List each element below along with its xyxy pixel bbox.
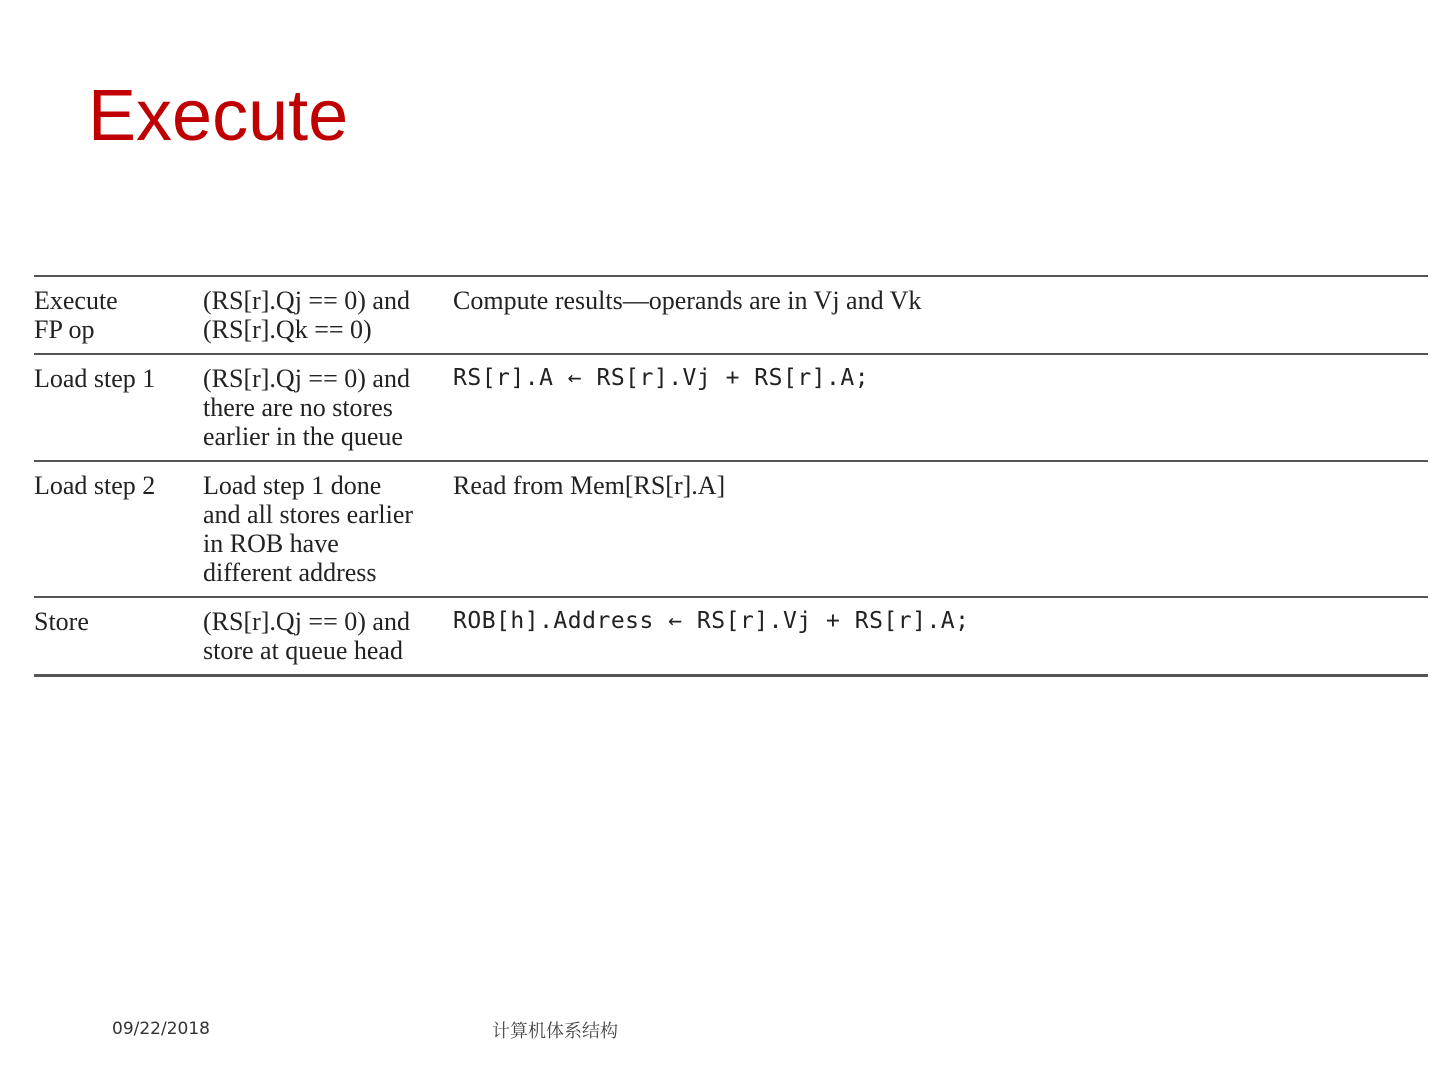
instruction-cell: Store [34, 607, 89, 636]
action-code-cell: RS[r].A ← RS[r].Vj + RS[r].A; [453, 365, 870, 391]
wait-until-cell: Load step 1 done and all stores earlier in ROB have different address [203, 471, 414, 587]
execute-steps-table [34, 275, 1428, 677]
wait-until-cell: (RS[r].Qj == 0) and (RS[r].Qk == 0) [203, 286, 410, 344]
table-row [34, 276, 1428, 354]
slide-title: Execute [88, 76, 349, 156]
instruction-cell: Execute FP op [34, 286, 118, 344]
wait-until-cell: (RS[r].Qj == 0) and there are no stores earlier in the queue [203, 364, 410, 451]
table-row [34, 597, 1428, 676]
action-cell: Read from Mem[RS[r].A] [453, 471, 726, 500]
action-cell: Compute results—operands are in Vj and Vk [453, 286, 922, 315]
table-row [34, 354, 1428, 461]
instruction-cell: Load step 1 [34, 364, 156, 393]
wait-until-cell: (RS[r].Qj == 0) and store at queue head [203, 607, 410, 665]
footer-course-name: 计算机体系结构 [492, 1021, 618, 1042]
table-row [34, 461, 1428, 597]
footer-date: 09/22/2018 [112, 1019, 210, 1039]
instruction-cell: Load step 2 [34, 471, 156, 500]
action-code-cell: ROB[h].Address ← RS[r].Vj + RS[r].A; [453, 608, 970, 634]
